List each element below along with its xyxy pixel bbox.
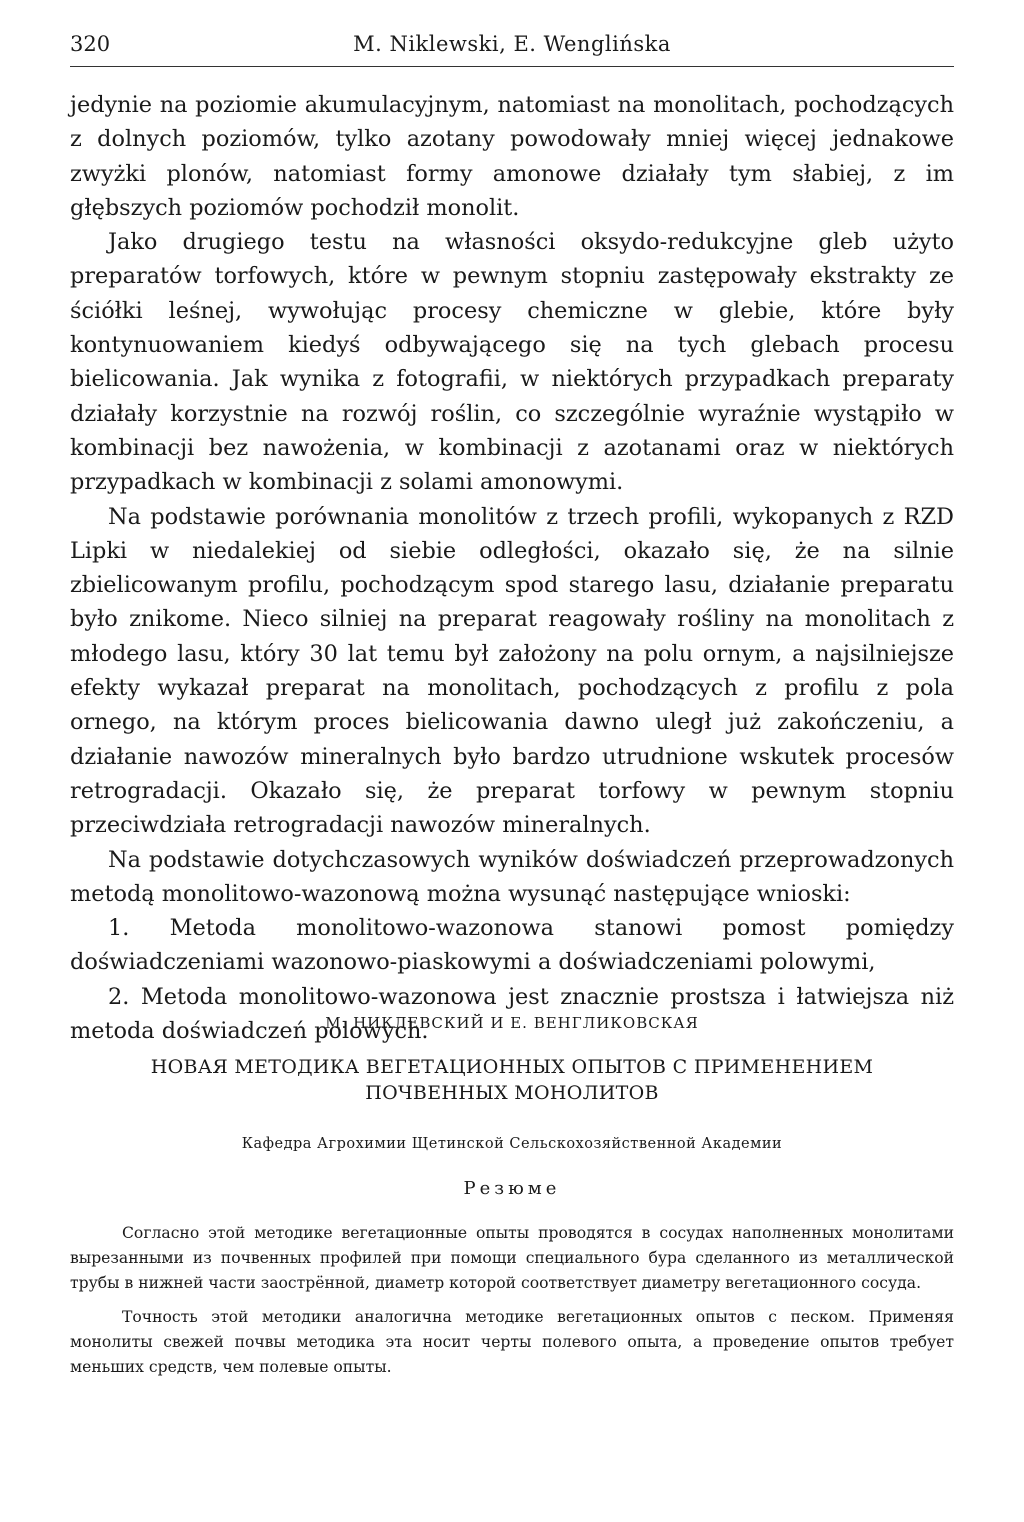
summary-paragraph-2: Точность этой методики аналогична методике вегетационных опытов с песком. Применяя монолиты свежей почвы методика эта носит черты полевого опыта, а проведение опытов требует меньших средств, чем полевые опыты. [70,1307,954,1377]
summary-title-line-2: ПОЧВЕННЫХ МОНОЛИТОВ [365,1082,659,1104]
conclusion-item-1: 1. Metoda monolitowo-wazonowa stanowi pomost pomiędzy doświadczeniami wazonowo-piaskowymi a doświadczeniami polowymi, [70,915,954,976]
running-head: M. Niklewski, E. Wenglińska [353,32,671,56]
paragraph-peat-preparations: Jako drugiego testu na własności oksydo-redukcyjne gleb użyto preparatów torfowych, które w pewnym stopniu zastępowały ekstrakty ze ściółki leśnej, wywołując procesy chemiczne w glebie, które były kontynuowaniem kiedyś odbywającego się na tych glebach procesu bielicowania. Jak wynika z fotografii, w niektórych przypadkach preparaty działały korzystnie na rozwój roślin, co szczególnie wyraźnie wystąpiło w kombinacji bez nawożenia, w kombinacji z azotanami oraz w niektórych przypadkach w kombinacji z solami amonowymi. [70,229,954,496]
summary-title [70,1054,954,1106]
summary-affiliation: Кафедра Агрохимии Щетинской Сельскохозяйственной Академии [241,1136,783,1152]
page-header [70,30,954,67]
paragraph-profile-comparison: Na podstawie porównania monolitów z trzech profili, wykopanych z RZD Lipki w niedalekiej od siebie odległości, okazało się, że na silnie zbielicowanym profilu, pochodzącym spod starego lasu, działanie preparatu było znikome. Nieco silniej na preparat reagowały rośliny na monolitach z młodego lasu, który 30 lat temu był założony na polu ornym, a najsilniejsze efekty wykazał preparat na monolitach, pochodzących z profilu z pola ornego, na którym proces bielicowania dawno uległ już zakończeniu, a działanie nawozów mineralnych było bardzo utrudnione wskutek procesów retrogradacji. Okazało się, że preparat torfowy w pewnym stopniu przeciwdziała retrogradacji nawozów mineralnych. [70,503,954,839]
summary-heading: Резюме [463,1178,561,1199]
polish-body-text [70,88,954,1048]
summary-authors: М. НИКЛЕВСКИЙ И Е. ВЕНГЛИКОВСКАЯ [325,1014,699,1032]
russian-summary [70,1014,954,1388]
summary-paragraph-1: Согласно этой методике вегетационные опыты проводятся в сосудах наполненных монолитами вырезанными из почвенных профилей при помощи специального бура сделанного из металлической трубы в нижней части заострённой, диаметр которой соответствует диаметру вегетационного сосуда. [70,1224,954,1293]
conclusion-item-2: 2. Metoda monolitowo-wazonowa jest znacznie prostsza i łatwiejsza niż metoda doświadczeń polowych. [70,983,954,1045]
paragraph-conclusions-intro: Na podstawie dotychczasowych wyników doświadczeń przeprowadzonych metodą monolitowo-wazonową można wysunąć następujące wnioski: [70,846,954,907]
page-number: 320 [70,32,111,56]
paragraph-continuation: jedynie na poziomie akumulacyjnym, natomiast na monolitach, pochodzących z dolnych poziomów, tylko azotany powodowały mniej więcej jednakowe zwyżki plonów, natomiast formy amonowe działały tym słabiej, z im głębszych poziomów pochodził monolit. [70,92,954,221]
summary-title-line-1: НОВАЯ МЕТОДИКА ВЕГЕТАЦИОННЫХ ОПЫТОВ С ПРИМЕНЕНИЕМ [150,1056,874,1078]
summary-text [70,1221,954,1380]
